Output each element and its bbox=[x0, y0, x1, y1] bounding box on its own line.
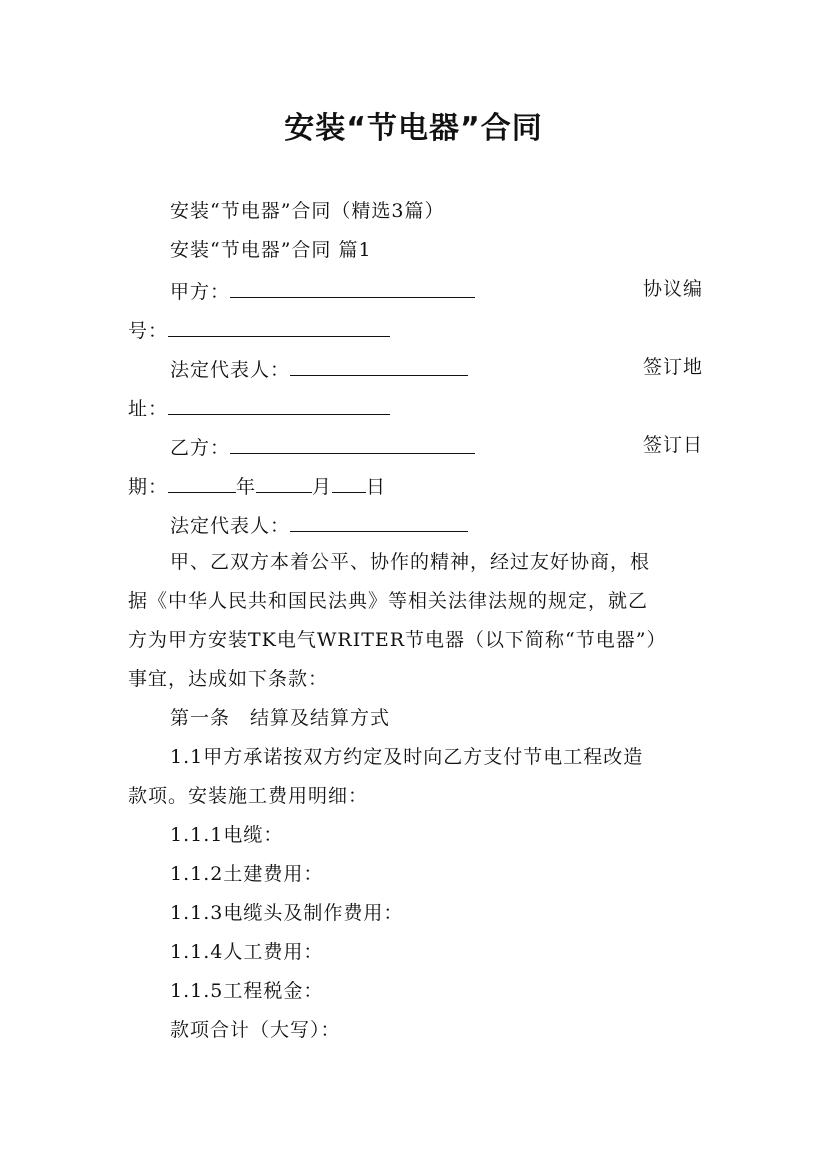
year-label: 年 bbox=[236, 476, 257, 498]
sign-place-blank bbox=[168, 392, 390, 415]
party-b-row bbox=[170, 431, 703, 462]
month-label: 月 bbox=[312, 476, 333, 498]
day-blank bbox=[332, 470, 366, 493]
legal-rep-b-label: 法定代表人： bbox=[170, 515, 291, 537]
month-blank bbox=[256, 470, 312, 493]
legal-rep-label: 法定代表人： bbox=[170, 359, 291, 381]
section-heading: 安装“节电器”合同 篇1 bbox=[170, 239, 372, 261]
legal-rep-b-blank bbox=[290, 509, 468, 532]
day-label: 日 bbox=[366, 476, 387, 498]
sign-date-label: 签订日 bbox=[642, 434, 703, 456]
party-b-label: 乙方： bbox=[170, 437, 231, 459]
cost-item: 1.1.2土建费用： bbox=[170, 863, 324, 885]
sign-place-label: 签订地 bbox=[642, 356, 703, 378]
agreement-no-row bbox=[128, 314, 703, 345]
paragraph-line: 甲、乙双方本着公平、协作的精神，经过友好协商，根 bbox=[170, 551, 651, 573]
party-a-blank bbox=[230, 275, 475, 298]
document-title: 安装“节电器”合同 bbox=[284, 111, 543, 146]
clause-line: 1.1甲方承诺按双方约定及时向乙方支付节电工程改造 bbox=[170, 746, 644, 768]
legal-rep-b-row bbox=[170, 509, 703, 540]
agreement-no-blank bbox=[168, 314, 390, 337]
cost-item: 1.1.1电缆： bbox=[170, 824, 284, 846]
party-b-blank bbox=[230, 431, 475, 454]
article-heading: 第一条 结算及结算方式 bbox=[170, 707, 391, 729]
sign-date-label-cont: 期： bbox=[128, 476, 169, 498]
paragraph-line: 据《中华人民共和国民法典》等相关法律法规的规定，就乙 bbox=[128, 590, 649, 612]
document-subtitle: 安装“节电器”合同（精选3篇） bbox=[170, 200, 445, 222]
cost-item: 1.1.4人工费用： bbox=[170, 941, 324, 963]
sign-place-row bbox=[128, 392, 703, 423]
clause-line: 款项。安装施工费用明细： bbox=[128, 785, 369, 807]
paragraph-line: 事宜，达成如下条款： bbox=[128, 668, 329, 690]
sign-place-label-cont: 址： bbox=[128, 398, 169, 420]
paragraph-line: 方为甲方安装TK电气WRITER节电器（以下简称“节电器”） bbox=[128, 629, 667, 651]
cost-item: 1.1.5工程税金： bbox=[170, 980, 324, 1002]
legal-rep-row bbox=[170, 353, 703, 384]
year-blank bbox=[168, 470, 236, 493]
total-line: 款项合计（大写）： bbox=[170, 1019, 341, 1041]
cost-item: 1.1.3电缆头及制作费用： bbox=[170, 902, 404, 924]
legal-rep-blank bbox=[290, 353, 468, 376]
sign-date-row bbox=[128, 470, 703, 501]
agreement-no-label-cont: 号： bbox=[128, 320, 169, 342]
agreement-no-label: 协议编 bbox=[642, 278, 703, 300]
party-a-row bbox=[170, 275, 703, 306]
party-a-label: 甲方： bbox=[170, 281, 231, 303]
